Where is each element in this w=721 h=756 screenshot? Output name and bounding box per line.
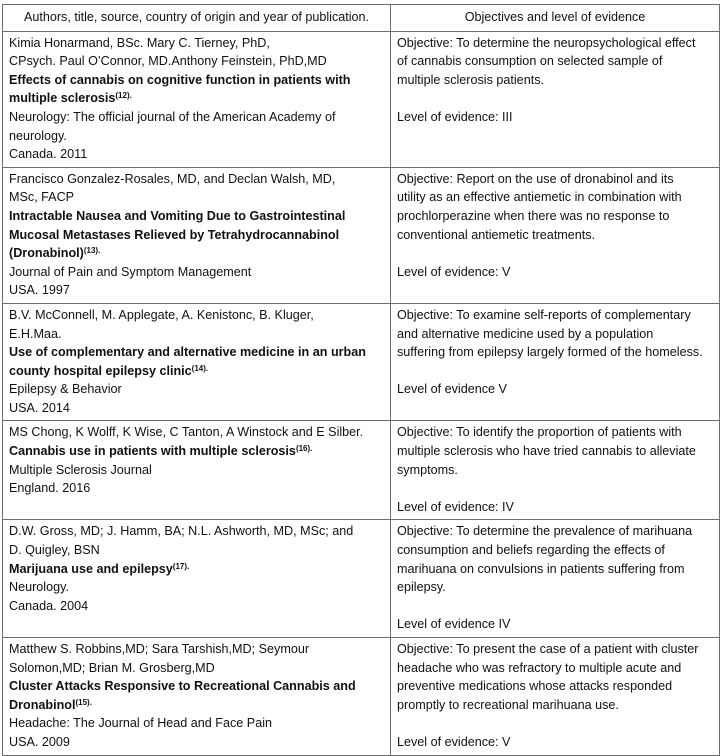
article-title-text: Cannabis use in patients with multiple sclerosis xyxy=(9,444,296,459)
spacer xyxy=(397,597,713,616)
article-title-text: county hospital epilepsy clinic xyxy=(9,363,192,378)
article-title-line xyxy=(9,89,384,108)
objective-cell xyxy=(391,638,720,756)
objective-line: suffering from epilepsy largely formed of the homeless. xyxy=(397,345,703,360)
objective-line: prochlorperazine when there was no response to xyxy=(397,208,670,223)
header-objectives: Objectives and level of evidence xyxy=(391,5,720,32)
level-of-evidence: Level of evidence: IV xyxy=(397,499,514,514)
journal-source-line: Multiple Sclerosis Journal xyxy=(9,462,152,477)
reference-cell xyxy=(3,167,391,303)
citation-ref: (16). xyxy=(295,444,313,454)
objective-line: epilepsy. xyxy=(397,580,446,595)
objective-line: multiple sclerosis patients. xyxy=(397,72,544,87)
objective-cell xyxy=(391,421,720,520)
objective-line: of cannabis consumption on selected sample of xyxy=(397,54,663,69)
authors-line: Francisco Gonzalez-Rosales, MD, and Declan Walsh, MD, xyxy=(9,171,336,186)
objective-cell xyxy=(391,167,720,303)
evidence-table xyxy=(2,4,720,756)
objective-line: Objective: To determine the neuropsychological effect xyxy=(397,35,696,50)
objective-line: Objective: To determine the prevalence of marihuana xyxy=(397,524,693,539)
country-year: USA. 2009 xyxy=(9,734,70,749)
article-title-line xyxy=(9,71,384,90)
authors-line: MS Chong, K Wolff, K Wise, C Tanton, A Winstock and E Silber. xyxy=(9,425,364,440)
citation-ref: (12). xyxy=(115,91,132,101)
objective-line: Objective: To present the case of a patient with cluster xyxy=(397,642,699,656)
table-body xyxy=(3,31,720,755)
table-header-row xyxy=(3,5,720,32)
level-of-evidence: Level of evidence: III xyxy=(397,109,513,124)
spacer xyxy=(397,244,713,263)
level-of-evidence: Level of evidence: V xyxy=(397,734,511,749)
reference-cell xyxy=(3,31,391,167)
objective-cell xyxy=(391,31,720,167)
objective-line: multiple sclerosis who have tried cannabis to alleviate xyxy=(397,444,696,459)
spacer xyxy=(397,362,713,381)
authors-line: MSc, FACP xyxy=(9,190,75,205)
objective-line: Objective: Report on the use of dronabinol and its xyxy=(397,171,674,186)
spacer xyxy=(397,89,713,108)
authors-line: D.W. Gross, MD; J. Hamm, BA; N.L. Ashworth, MD, MSc; and xyxy=(9,524,354,539)
journal-source-line: Neurology. xyxy=(9,580,69,595)
objective-line: conventional antiemetic treatments. xyxy=(397,227,596,242)
country-year: USA. 1997 xyxy=(9,283,70,298)
country-year: England. 2016 xyxy=(9,481,91,496)
article-title-line xyxy=(9,560,384,579)
authors-line: B.V. McConnell, M. Applegate, A. Kenistonc, B. Kluger, xyxy=(9,307,314,322)
citation-ref: (14). xyxy=(191,363,209,373)
article-title-line xyxy=(9,244,384,263)
spacer xyxy=(397,714,713,733)
country-year: Canada. 2011 xyxy=(9,147,88,162)
objective-line: promptly to recreational marihuana use. xyxy=(397,697,619,712)
level-of-evidence: Level of evidence IV xyxy=(397,617,511,632)
objective-line: symptoms. xyxy=(397,462,458,477)
table-row xyxy=(3,520,720,638)
objective-cell xyxy=(391,520,720,638)
table-row xyxy=(3,638,720,756)
article-title-line xyxy=(9,442,384,461)
article-title-text: Cluster Attacks Responsive to Recreational Cannabis and xyxy=(9,679,356,694)
citation-ref: (13). xyxy=(83,246,101,256)
table-row xyxy=(3,421,720,520)
authors-line: Solomon,MD; Brian M. Grosberg,MD xyxy=(9,660,215,675)
objective-cell xyxy=(391,303,720,421)
journal-source-line: neurology. xyxy=(9,128,67,143)
objective-line: marihuana on convulsions in patients suffering from xyxy=(397,561,685,576)
objective-line: preventive medications whose attacks responded xyxy=(397,679,673,694)
header-authors: Authors, title, source, country of origin and year of publication. xyxy=(3,5,391,32)
objective-line: and alternative medicine used by a population xyxy=(397,326,654,341)
authors-line: E.H.Maa. xyxy=(9,326,62,341)
journal-source-line: Headache: The Journal of Head and Face Pain xyxy=(9,716,273,731)
authors-line: CPsych. Paul O’Connor, MD.Anthony Feinstein, PhD,MD xyxy=(9,54,327,69)
article-title-line xyxy=(9,226,384,245)
level-of-evidence: Level of evidence: V xyxy=(397,264,511,279)
authors-line: D. Quigley, BSN xyxy=(9,543,100,558)
citation-ref: (17). xyxy=(172,561,190,571)
objective-line: headache who was refractory to multiple acute and xyxy=(397,660,682,675)
article-title-text: Dronabinol xyxy=(9,697,76,712)
objective-line: consumption and beliefs regarding the effects of xyxy=(397,543,665,558)
article-title-text: Intractable Nausea and Vomiting Due to Gastrointestinal xyxy=(9,208,346,223)
journal-source-line: Epilepsy & Behavior xyxy=(9,382,122,397)
journal-source-line: Journal of Pain and Symptom Management xyxy=(9,264,252,279)
reference-cell xyxy=(3,520,391,638)
spacer xyxy=(397,479,713,498)
country-year: Canada. 2004 xyxy=(9,598,89,613)
country-year: USA. 2014 xyxy=(9,400,70,415)
authors-line: Kimia Honarmand, BSc. Mary C. Tierney, PhD, xyxy=(9,35,270,50)
journal-source-line: Neurology: The official journal of the American Academy of xyxy=(9,109,336,124)
objective-line: Objective: To examine self-reports of complementary xyxy=(397,307,691,322)
article-title-line xyxy=(9,362,384,381)
citation-ref: (15). xyxy=(75,697,92,707)
article-title-text: (Dronabinol) xyxy=(9,246,84,261)
reference-cell xyxy=(3,421,391,520)
article-title-text: Effects of cannabis on cognitive function in patients with xyxy=(9,72,351,87)
level-of-evidence: Level of evidence V xyxy=(397,382,507,397)
reference-cell xyxy=(3,303,391,421)
table-row xyxy=(3,31,720,167)
article-title-line xyxy=(9,677,384,696)
article-title-text: Mucosal Metastases Relieved by Tetrahydrocannabinol xyxy=(9,227,340,242)
objective-line: Objective: To identify the proportion of patients with xyxy=(397,425,682,440)
authors-line: Matthew S. Robbins,MD; Sara Tarshish,MD; Seymour xyxy=(9,642,310,656)
reference-cell xyxy=(3,638,391,756)
objective-line: utility as an effective antiemetic in combination with xyxy=(397,190,682,205)
article-title-line xyxy=(9,343,384,362)
article-title-line xyxy=(9,696,384,715)
article-title-line xyxy=(9,207,384,226)
article-title-text: Marijuana use and epilepsy xyxy=(9,561,173,576)
table-row xyxy=(3,167,720,303)
table-row xyxy=(3,303,720,421)
article-title-text: multiple sclerosis xyxy=(9,91,116,106)
article-title-text: Use of complementary and alternative medicine in an urban xyxy=(9,345,366,360)
